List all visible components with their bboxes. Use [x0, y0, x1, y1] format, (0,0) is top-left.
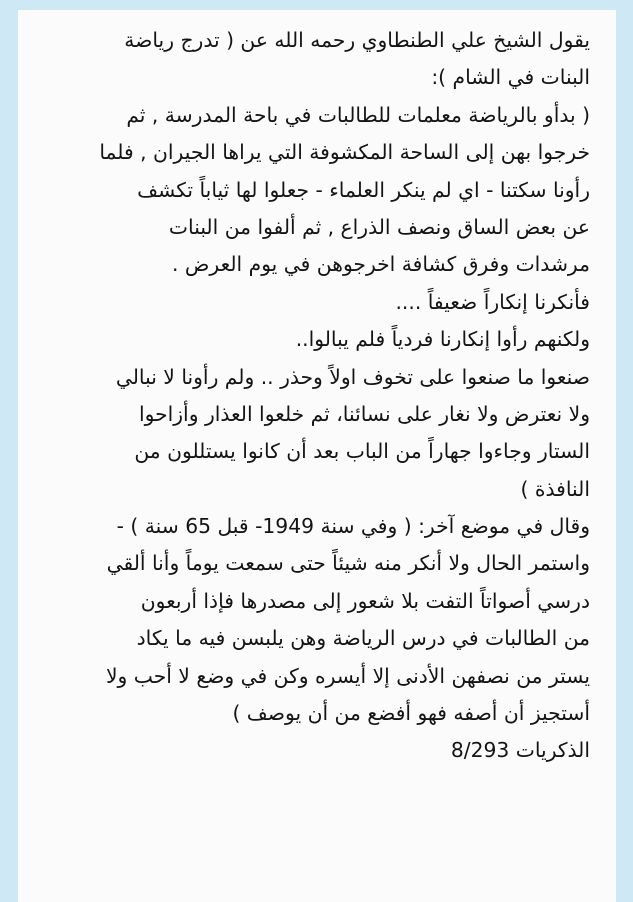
- text-line: فأنكرنا إنكاراً ضعيفاً ....: [395, 289, 590, 314]
- text-line: واستمر الحال ولا أنكر منه شيئاً حتى سمعت يوماً وأنا ألقي: [106, 551, 590, 576]
- text-line: النافذة ): [520, 476, 590, 501]
- text-line: البنات في الشام ):: [431, 65, 590, 90]
- text-line: مرشدات وفرق كشافة اخرجوهن في يوم العرض .: [171, 252, 590, 277]
- document-paper: [18, 10, 616, 902]
- text-line: يقول الشيخ علي الطنطاوي رحمه الله عن ( تدرج رياضة: [124, 28, 590, 52]
- text-line: درسي أصواتاً التفت بلا شعور إلى مصدرها فإذا أربعون: [140, 588, 590, 613]
- text-line: ولكنهم رأوا إنكارنا فردياً فلم يبالوا..: [295, 327, 590, 352]
- text-line: وقال في موضع آخر: ( وفي سنة 1949- قبل 65 سنة ) -: [116, 514, 590, 539]
- text-line: خرجوا بهن إلى الساحة المكشوفة التي يراها الجيران , فلما: [99, 140, 590, 165]
- text-line: يستر من نصفهن الأدنى إلا أيسره وكن في وضع لا أحب ولا: [105, 663, 590, 688]
- text-line: من الطالبات في درس الرياضة وهن يلبسن فيه ما يكاد: [136, 626, 590, 651]
- text-line: ( بدأو بالرياضة معلمات للطالبات في باحة المدرسة , ثم: [126, 102, 590, 127]
- text-line: رأونا سكتنا - اي لم ينكر العلماء - جعلوا لها ثياباً تكشف: [137, 177, 590, 202]
- text-line: عن بعض الساق ونصف الذراع , ثم ألفوا من البنات: [168, 214, 590, 239]
- text-line: ولا نعترض ولا نغار على نسائنا، ثم خلعوا العذار وأزاحوا: [138, 401, 590, 426]
- source-citation: الذكريات 8/293: [450, 738, 590, 763]
- text-line: الستار وجاءوا جهاراً من الباب بعد أن كانوا يستللون من: [134, 439, 590, 464]
- text-line: أستجيز أن أصفه فهو أفضع من أن يوصف ): [232, 701, 590, 726]
- quote-text: [30, 22, 590, 770]
- text-line: صنعوا ما صنعوا على تخوف اولاً وحذر .. ولم رأونا لا نبالي: [115, 364, 590, 389]
